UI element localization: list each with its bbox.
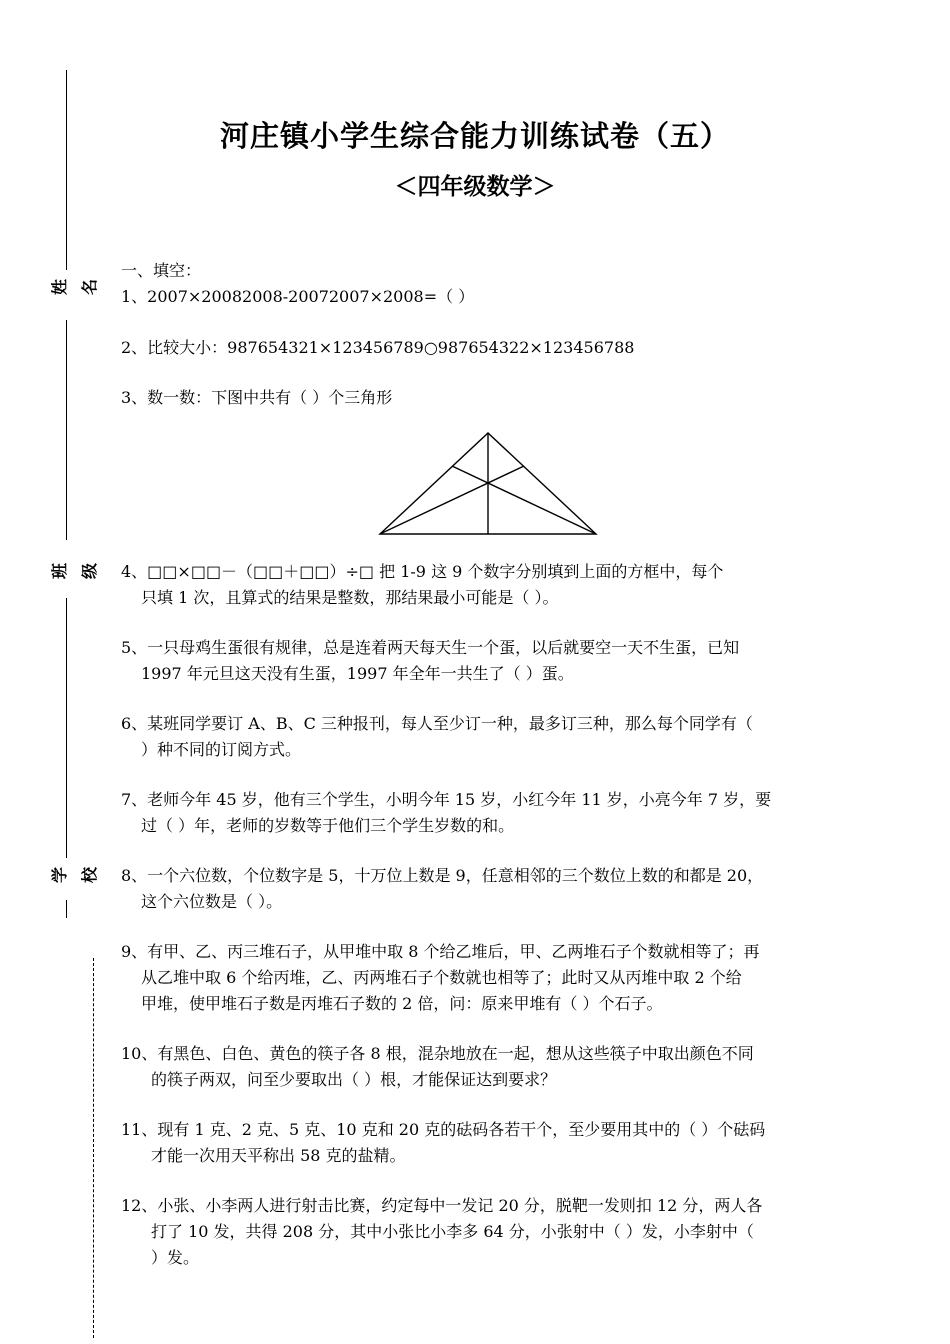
question-10 [121, 1041, 836, 1093]
question-line: 10、有黑色、白色、黄色的筷子各 8 根，混杂地放在一起，想从这些筷子中取出颜色不同 [121, 1044, 754, 1063]
section-heading: 一、填空： [121, 261, 202, 280]
margin-line-mid-3 [66, 900, 67, 918]
question-line: 过（ ）年，老师的岁数等于他们三个学生岁数的和。 [141, 816, 515, 835]
question-line: 11、现有 1 克、2 克、5 克、10 克和 20 克的砝码各若干个，至少要用其中的（ ）个砝码 [121, 1120, 766, 1139]
question-line: 甲堆，使甲堆石子数是丙堆石子数的 2 倍，问：原来甲堆有（ ）个石子。 [141, 994, 663, 1013]
question-line: 1997 年元旦这天没有生蛋，1997 年全年一共生了（ ）蛋。 [141, 664, 574, 683]
question-8 [121, 863, 836, 915]
question-line: 4、□□×□□－（□□＋□□）÷□ 把 1-9 这 9 个数字分别填到上面的方框中，每个 [121, 562, 724, 581]
question-line: 2、比较大小：987654321×123456789○987654322×123456788 [121, 338, 635, 357]
question-line: 打了 10 发，共得 208 分，其中小张比小李多 64 分，小张射中（ ）发，小李射中（ [151, 1222, 754, 1241]
question-line: 8、一个六位数，个位数字是 5，十万位上数是 9，任意相邻的三个数位上数的和都是 20， [121, 866, 764, 885]
margin-line-mid-2 [66, 598, 67, 858]
margin-line-mid-1 [66, 320, 67, 540]
question-line: 9、有甲、乙、丙三堆石子，从甲堆中取 8 个给乙堆后，甲、乙两堆石子个数就相等了；再 [121, 942, 760, 961]
question-line: 7、老师今年 45 岁，他有三个学生，小明今年 15 岁，小红今年 11 岁，小亮今年 7 岁，要 [121, 790, 772, 809]
question-line: 3、数一数：下图中共有（ ）个三角形 [121, 388, 393, 407]
question-line: 这个六位数是（ ）。 [141, 892, 283, 911]
school-label: 学校 [50, 867, 99, 884]
question-7 [121, 787, 836, 839]
question-line: 从乙堆中取 6 个给丙堆，乙、丙两堆石子个数就也相等了；此时又从丙堆中取 2 个给 [141, 968, 742, 987]
question-6 [121, 711, 836, 763]
question-1 [121, 284, 836, 310]
question-line: 6、某班同学要订 A、B、C 三种报刊，每人至少订一种，最多订三种，那么每个同学有（ [121, 714, 753, 733]
question-line: ）种不同的订阅方式。 [141, 740, 302, 759]
question-list [121, 258, 836, 1271]
question-4 [121, 559, 836, 611]
margin-dashed-line [93, 958, 94, 1338]
name-label: 姓名 [50, 279, 99, 296]
question-line: 才能一次用天平称出 58 克的盐精。 [151, 1146, 406, 1165]
question-3 [121, 385, 836, 411]
question-line: 5、一只母鸡生蛋很有规律，总是连着两天每天生一个蛋，以后就要空一天不生蛋，已知 [121, 638, 740, 657]
question-line: 的筷子两双，问至少要取出（ ）根，才能保证达到要求？ [151, 1070, 557, 1089]
question-line: 只填 1 次，且算式的结果是整数，那结果最小可能是（ ）。 [141, 588, 559, 607]
question-12 [121, 1193, 836, 1271]
question-9 [121, 939, 836, 1017]
question-line: 1、2007×20082008-20072007×2008=（ ） [121, 287, 475, 306]
question-11 [121, 1117, 836, 1169]
page-title: 河庄镇小学生综合能力训练试卷（五） [219, 119, 730, 153]
question-5 [121, 635, 836, 687]
question-2 [121, 335, 836, 361]
page-subtitle: ＜四年级数学＞ [394, 174, 556, 200]
question-line: 12、小张、小李两人进行射击比赛，约定每中一发记 20 分，脱靶一发则扣 12 分，两人各 [121, 1196, 763, 1215]
class-label: 班级 [50, 563, 99, 580]
question-line: ）发。 [151, 1248, 200, 1267]
